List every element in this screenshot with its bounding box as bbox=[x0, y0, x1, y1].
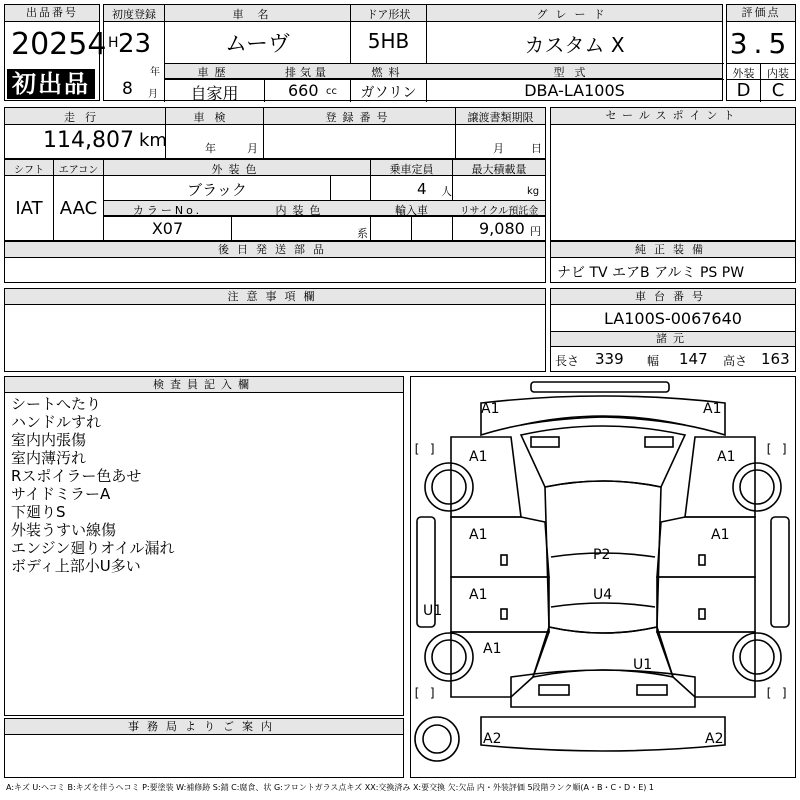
history-label: 車歴 bbox=[197, 66, 232, 79]
inspector-line: シートへたり bbox=[11, 395, 102, 413]
svg-text:[: [ bbox=[765, 686, 773, 700]
fuel-label: 燃料 bbox=[371, 66, 406, 79]
chassis-number: LA100S-0067640 bbox=[604, 309, 742, 328]
office-box bbox=[4, 718, 404, 778]
svg-text:[: [ bbox=[413, 686, 421, 700]
sales-point-label: セールスポイント bbox=[551, 108, 795, 125]
mileage-table bbox=[4, 107, 546, 159]
damage-mark: A1 bbox=[703, 401, 722, 417]
inspector-label: 検査員記入欄 bbox=[5, 377, 403, 393]
sales-point-box bbox=[550, 107, 796, 241]
mileage-label: 走行 bbox=[64, 111, 106, 124]
lot-number-label: 出品番号 bbox=[5, 5, 99, 22]
shift-label: シフト bbox=[14, 165, 44, 176]
damage-mark: A1 bbox=[717, 449, 736, 465]
interior-color-label: 内装色 bbox=[275, 204, 327, 217]
inspector-line: 外装うすい線傷 bbox=[11, 521, 117, 539]
inspection-month-unit: 月 bbox=[247, 142, 258, 155]
width: 147 bbox=[679, 350, 708, 368]
exterior-label: 外装 bbox=[732, 67, 755, 80]
load-label: 最大積載量 bbox=[471, 163, 527, 176]
notes-label: 注意事項欄 bbox=[5, 289, 545, 305]
car-outline bbox=[411, 377, 795, 777]
displacement: 660 bbox=[288, 81, 319, 100]
damage-mark: A2 bbox=[705, 731, 724, 747]
first-reg-year: 23 bbox=[118, 29, 152, 59]
length: 339 bbox=[595, 350, 624, 368]
inspector-line: Rスポイラー色あせ bbox=[11, 467, 142, 485]
lot-number-cell bbox=[4, 4, 107, 101]
capacity-unit: 人 bbox=[441, 185, 452, 198]
chassis-box bbox=[550, 288, 796, 372]
damage-mark: A2 bbox=[483, 731, 502, 747]
door-type: 5HB bbox=[367, 29, 410, 53]
office-label: 事務局よりご案内 bbox=[5, 719, 403, 735]
import-label: 輸入車 bbox=[395, 204, 428, 217]
inspector-line: 室内内張傷 bbox=[11, 431, 87, 449]
model-label: 型式 bbox=[553, 66, 596, 79]
model: DBA-LA100S bbox=[524, 81, 625, 100]
svg-text:]: ] bbox=[781, 442, 789, 456]
inspector-box bbox=[4, 376, 404, 716]
height-label: 高さ bbox=[723, 354, 748, 368]
svg-text:]: ] bbox=[429, 442, 437, 456]
color-no-label: カラーNo. bbox=[132, 204, 203, 217]
score-cell bbox=[726, 4, 796, 101]
damage-mark: A1 bbox=[483, 641, 502, 657]
door-label: ドア形状 bbox=[366, 8, 411, 21]
first-listing-badge: 初出品 bbox=[7, 69, 95, 99]
displacement-label: 排気量 bbox=[285, 66, 330, 79]
car-name: ムーヴ bbox=[225, 32, 290, 57]
inspector-line: ボディ上部小U多い bbox=[11, 557, 141, 575]
registration-label: 登録番号 bbox=[325, 111, 394, 124]
length-label: 長さ bbox=[555, 354, 580, 368]
inspector-line: エンジン廻りオイル漏れ bbox=[11, 539, 175, 557]
inspector-line: サイドミラーA bbox=[11, 485, 111, 503]
score: 3.5 bbox=[729, 27, 793, 60]
inspector-line: 下廻りS bbox=[11, 503, 66, 521]
transfer-month-unit: 月 bbox=[493, 142, 504, 155]
score-label: 評価点 bbox=[727, 5, 795, 22]
ac-label: エアコン bbox=[58, 165, 99, 176]
damage-mark: U1 bbox=[633, 657, 653, 673]
mileage: 114,807 bbox=[43, 128, 134, 153]
mileage-unit: km bbox=[139, 130, 167, 151]
month-unit: 月 bbox=[148, 89, 158, 100]
year-unit: 年 bbox=[150, 67, 160, 78]
color-label: 外装色 bbox=[211, 163, 263, 176]
load-unit: kg bbox=[527, 186, 540, 197]
first-reg-month: 8 bbox=[122, 79, 133, 99]
svg-text:[: [ bbox=[413, 442, 421, 456]
history: 自家用 bbox=[190, 84, 239, 103]
fuel: ガソリン bbox=[360, 85, 417, 101]
damage-diagram bbox=[410, 376, 796, 778]
exterior-color: ブラック bbox=[187, 181, 247, 199]
exterior-grade: D bbox=[736, 80, 751, 101]
recycle-unit: 円 bbox=[530, 225, 541, 238]
recycle-label: リサイクル預託金 bbox=[459, 206, 539, 217]
chassis-label: 車台番号 bbox=[551, 289, 795, 305]
transfer-day-unit: 日 bbox=[531, 142, 542, 155]
transfer-label: 譲渡書類期限 bbox=[467, 111, 534, 124]
damage-mark: A1 bbox=[711, 527, 730, 543]
damage-mark: A1 bbox=[469, 587, 488, 603]
inspector-line: ハンドルすれ bbox=[11, 413, 102, 431]
lot-number: 20254 bbox=[11, 27, 107, 62]
interior-color-unit: 系 bbox=[357, 227, 368, 240]
recycle-fee: 9,080 bbox=[479, 219, 525, 238]
capacity-label: 乗車定員 bbox=[389, 163, 434, 176]
inspection-label: 車検 bbox=[193, 111, 236, 124]
spec-label: 諸元 bbox=[551, 332, 795, 347]
grade-label: グレード bbox=[536, 8, 613, 21]
car-name-label: 車名 bbox=[232, 8, 283, 21]
interior-label: 内装 bbox=[767, 67, 789, 80]
damage-mark: P2 bbox=[593, 547, 611, 563]
spec-table bbox=[4, 159, 546, 241]
damage-mark: U1 bbox=[423, 603, 443, 619]
first-reg-label: 初度登録 bbox=[112, 8, 156, 21]
vehicle-header-table bbox=[103, 4, 723, 101]
interior-grade: C bbox=[771, 80, 785, 101]
inspection-year-unit: 年 bbox=[205, 142, 216, 155]
displacement-unit: cc bbox=[326, 86, 337, 97]
width-label: 幅 bbox=[647, 354, 660, 368]
ac: AAC bbox=[59, 198, 98, 219]
parts-box bbox=[4, 241, 546, 283]
damage-mark: A1 bbox=[469, 527, 488, 543]
equipment-label: 純正装備 bbox=[551, 242, 795, 258]
equipment-box bbox=[550, 241, 796, 283]
parts-label: 後日発送部品 bbox=[5, 242, 545, 258]
grade: カスタム X bbox=[524, 33, 625, 57]
notes-box bbox=[4, 288, 546, 372]
svg-text:[: [ bbox=[765, 442, 773, 456]
inspector-line: 室内薄汚れ bbox=[11, 449, 87, 467]
height: 163 bbox=[761, 350, 790, 368]
color-number: X07 bbox=[151, 219, 184, 238]
damage-mark: A1 bbox=[481, 401, 500, 417]
damage-legend: A:キズ U:ヘコミ B:キズを伴うヘコミ P:要塗装 W:補修跡 S:錆 C:腐食、状 G:フロントガラス点キズ XX:交換済み X:要交換 欠:欠品 内・外装評価 5段階ランク順(A・B・C・D・E) 1 bbox=[6, 783, 655, 792]
damage-mark: U4 bbox=[593, 587, 613, 603]
shift: IAT bbox=[15, 198, 43, 219]
equipment-items: ナビ TV エアB アルミ PS PW bbox=[557, 265, 745, 281]
era: H bbox=[108, 35, 119, 51]
svg-text:]: ] bbox=[429, 686, 437, 700]
capacity: 4 bbox=[417, 180, 427, 198]
damage-mark: A1 bbox=[469, 449, 488, 465]
svg-text:]: ] bbox=[781, 686, 789, 700]
